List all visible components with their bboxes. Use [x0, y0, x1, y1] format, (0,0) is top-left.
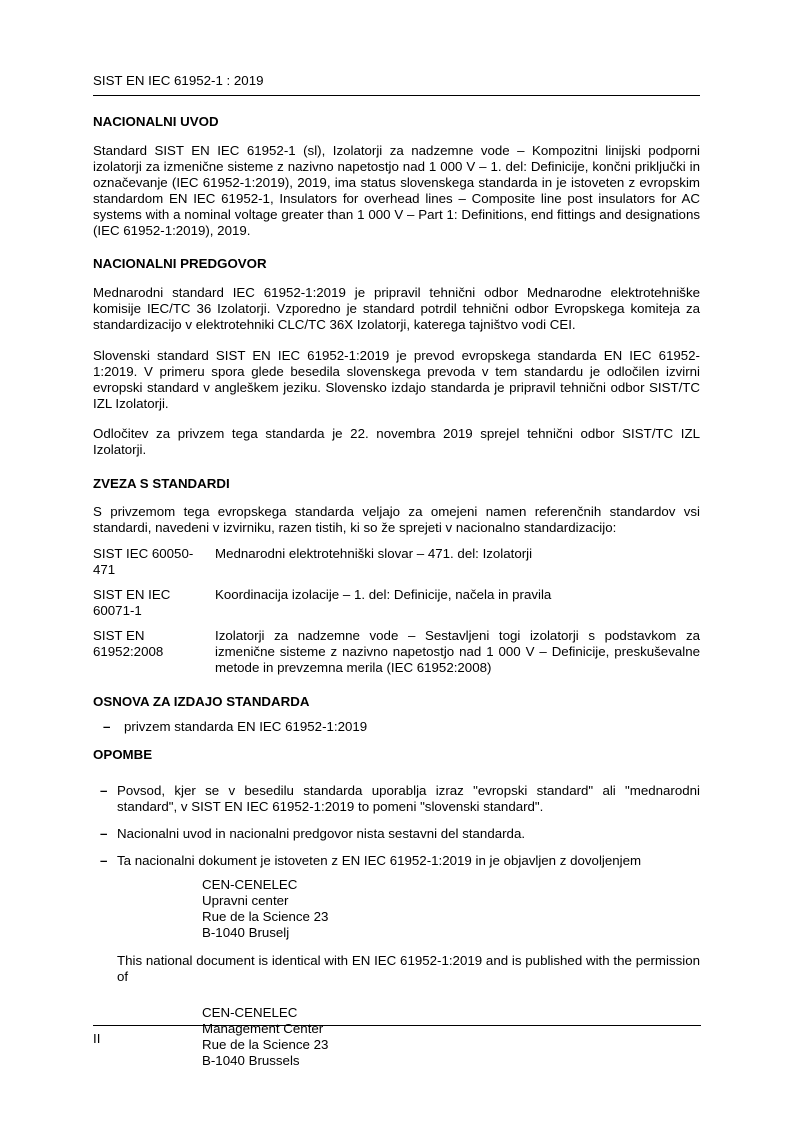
- foreword-translation-paragraph: Slovenski standard SIST EN IEC 61952-1:2019 je prevod evropskega standarda EN IEC 61952-1:2019. V primeru spora glede besedila slovenskega prevoda v tem standardu je odločilen izvirni evropski standard v angleškem jeziku. Slovensko izdajo standarda je pripravil tehnični odbor SIST/TC IZL Izolatorji.: [93, 348, 700, 411]
- address-line: CEN-CENELEC: [202, 877, 298, 892]
- foreword-committee-paragraph: Mednarodni standard IEC 61952-1:2019 je pripravil tehnični odbor Mednarodne elektrotehniške komisije IEC/TC 36 Izolatorji. Vzporedno je standard potrdil tehnični odbor Evropskega komiteja za standardizacijo v elektrotehniki CLC/TC 36X Izolatorji, katerega tajništvo vodi CEI.: [93, 285, 700, 332]
- note-item-text: Povsod, kjer se v besedilu standarda uporablja izraz "evropski standard" ali "mednarodni standard", v SIST EN IEC 61952-1:2019 to pomeni "slovenski standard".: [117, 783, 700, 814]
- heading-national-foreword: NACIONALNI PREDGOVOR: [93, 256, 267, 271]
- address-line: Rue de la Science 23: [202, 1037, 329, 1052]
- dash-bullet-icon: –: [103, 719, 111, 734]
- basis-item-text: privzem standarda EN IEC 61952-1:2019: [124, 719, 368, 734]
- note-list-item: [93, 826, 700, 842]
- standard-title: Mednarodni elektrotehniški slovar – 471. del: Izolatorji: [215, 546, 533, 561]
- heading-notes: OPOMBE: [93, 747, 153, 762]
- national-intro-paragraph: Standard SIST EN IEC 61952-1 (sl), Izolatorji za nadzemne vode – Kompozitni linijski podporni izolatorji za izmenične sisteme z nazivno napetostjo nad 1 000 V – 1. del: Definicije, končni priključki in označevanje (IEC 61952-1:2019), 2019, ima status slovenskega standarda in je istoveten z evropskim standardom EN IEC 61952-1, Insulators for overhead lines – Composite line post insulators for AC systems with a nominal voltage greater than 1 000 V – Part 1: Definitions, end fittings and designations (IEC 61952-1:2019), 2019.: [93, 143, 700, 238]
- address-line: Upravni center: [202, 893, 289, 908]
- page-number: II: [93, 1031, 101, 1046]
- basis-list-item: [93, 719, 700, 735]
- address-line: CEN-CENELEC: [202, 1005, 298, 1020]
- note-item-text: Ta nacionalni dokument je istoveten z EN IEC 61952-1:2019 in je objavljen z dovoljenjem: [117, 853, 642, 868]
- note-list-item: [93, 783, 700, 815]
- standard-ref: SIST IEC 60050-471: [93, 546, 194, 577]
- dash-bullet-icon: –: [100, 826, 108, 841]
- standard-row: [93, 587, 700, 619]
- dash-bullet-icon: –: [100, 853, 108, 868]
- address-line: B-1040 Bruselj: [202, 925, 290, 940]
- running-footer: [93, 1025, 701, 1047]
- note-list-item: [93, 853, 700, 869]
- address-line: B-1040 Brussels: [202, 1053, 300, 1068]
- note-item-text: Nacionalni uvod in nacionalni predgovor nista sestavni del standarda.: [117, 826, 526, 841]
- foreword-adoption-paragraph: Odločitev za privzem tega standarda je 22. novembra 2019 sprejel tehnični odbor SIST/TC IZL Izolatorji.: [93, 426, 700, 457]
- heading-relation-to-standards: ZVEZA S STANDARDI: [93, 476, 230, 491]
- standard-ref: SIST EN IEC 60071-1: [93, 587, 171, 618]
- standard-row: [93, 628, 700, 676]
- address-line: Management Center: [202, 1021, 324, 1036]
- heading-national-intro: NACIONALNI UVOD: [93, 114, 219, 129]
- standard-title: Izolatorji za nadzemne vode – Sestavljeni togi izolatorji s podstavkom za izmenične sisteme z nazivno napetostjo nad 1 000 V – Definicije, preskuševalne metode in prevzemna merila (IEC 61952:2008): [215, 628, 700, 675]
- standard-title: Koordinacija izolacije – 1. del: Definicije, načela in pravila: [215, 587, 552, 602]
- address-line: Rue de la Science 23: [202, 909, 329, 924]
- standard-ref: SIST EN 61952:2008: [93, 628, 164, 659]
- running-header: [93, 73, 700, 96]
- dash-bullet-icon: –: [100, 783, 108, 798]
- address-block-slovenian: [202, 877, 700, 941]
- standard-row: [93, 546, 700, 578]
- heading-basis: OSNOVA ZA IZDAJO STANDARDA: [93, 694, 310, 709]
- english-permission-note: This national document is identical with EN IEC 61952-1:2019 and is published with the permission of: [117, 953, 700, 984]
- relation-intro-paragraph: S privzemom tega evropskega standarda veljajo za omejeni namen referenčnih standardov vsi standardi, navedeni v izvirniku, razen tistih, ki so že sprejeti v nacionalno standardizacijo:: [93, 504, 700, 535]
- document-reference: SIST EN IEC 61952-1 : 2019: [93, 73, 264, 88]
